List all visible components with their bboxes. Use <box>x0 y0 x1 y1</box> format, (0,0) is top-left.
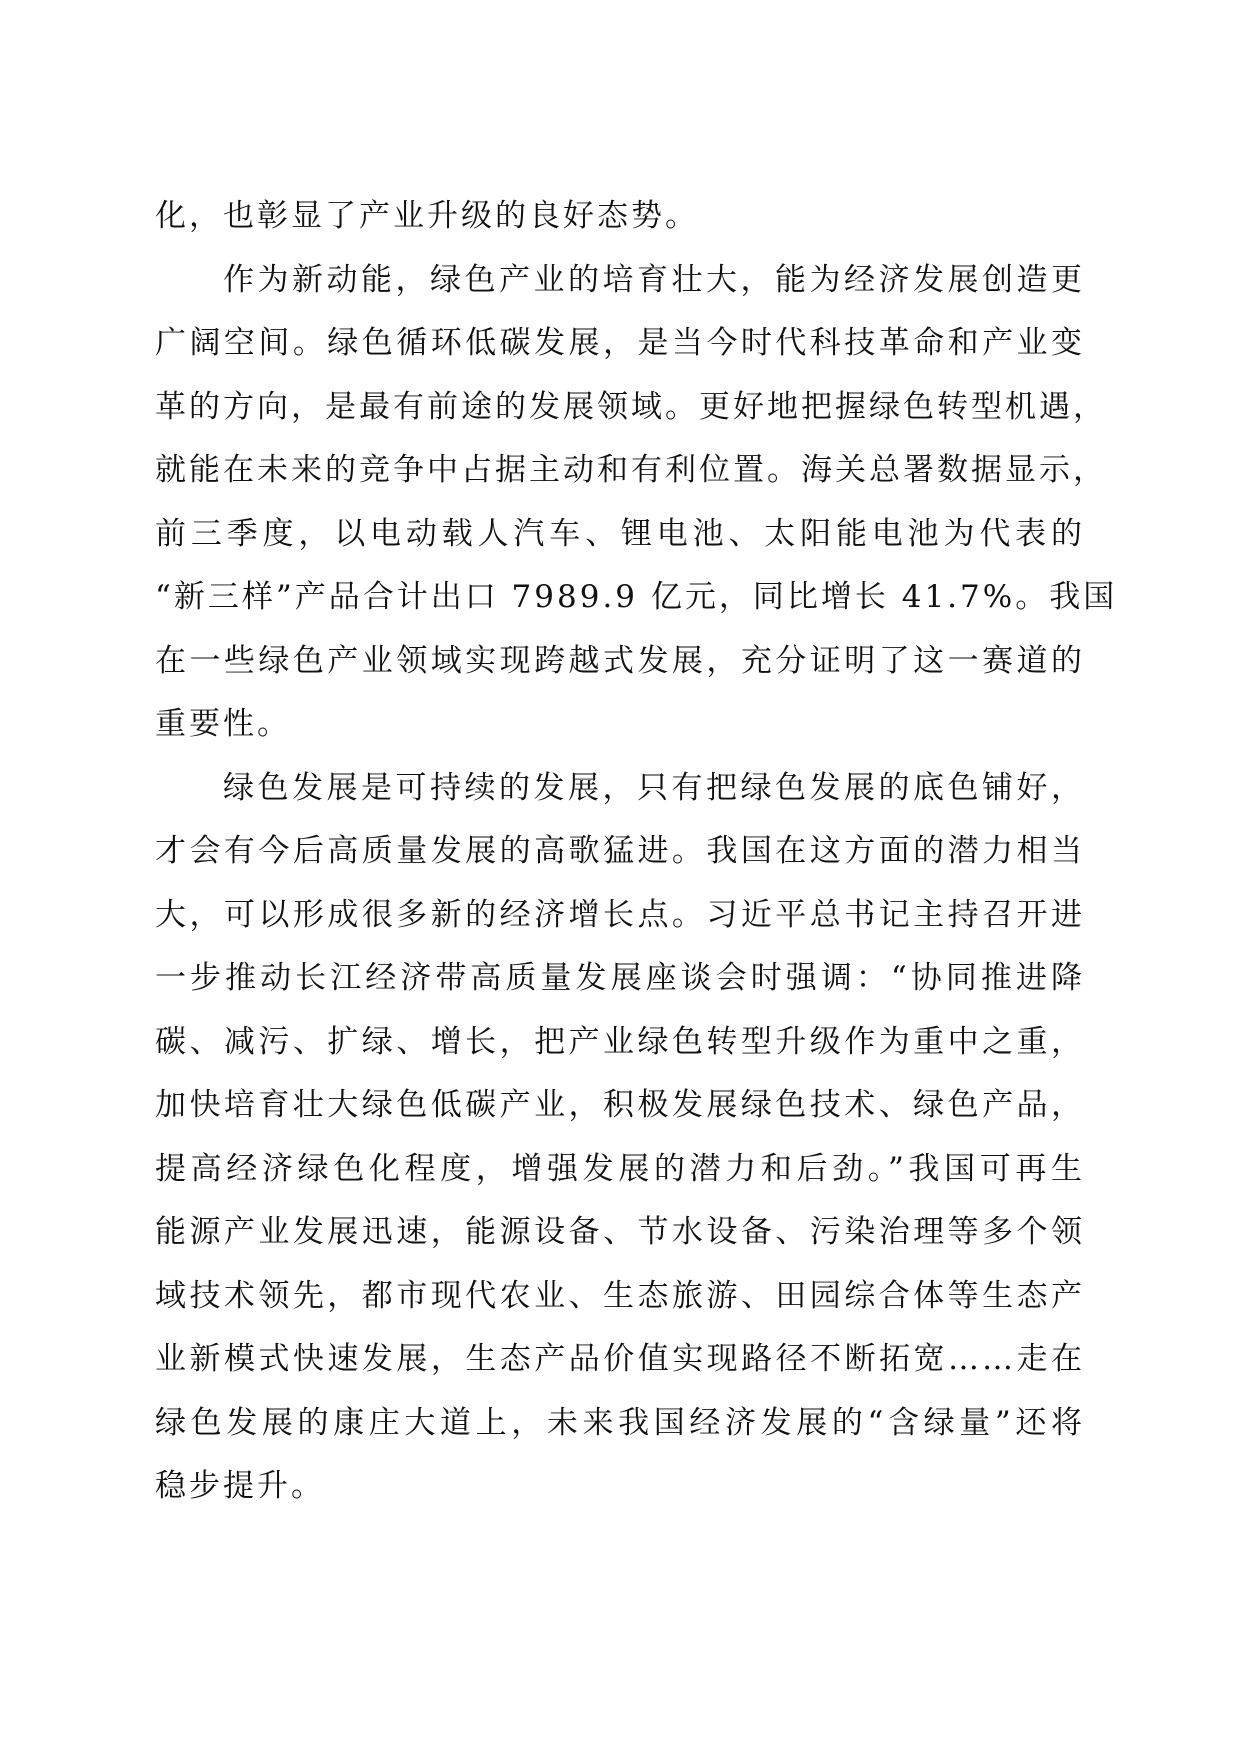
paragraph-2-line-8: 重要性。 <box>155 706 291 742</box>
paragraph-3-line-12: 稳步提升。 <box>155 1468 325 1504</box>
paragraph-3-line-4: 一步推动长江经济带高质量发展座谈会时强调：“协同推进降 <box>155 960 1085 996</box>
paragraph-3-line-8: 能源产业发展迅速，能源设备、节水设备、污染治理等多个领 <box>155 1214 1085 1250</box>
paragraph-2-line-7: 在一些绿色产业领域实现跨越式发展，充分证明了这一赛道的 <box>155 642 1085 679</box>
paragraph-3-line-10: 业新模式快速发展，生态产品价值实现路径不断拓宽……走在 <box>155 1341 1085 1377</box>
paragraph-3-line-6: 加快培育壮大绿色低碳产业，积极发展绿色技术、绿色产品， <box>155 1087 1085 1123</box>
paragraph-2-line-1: 作为新动能，绿色产业的培育壮大，能为经济发展创造更 <box>223 261 1085 298</box>
paragraph-3-line-11: 绿色发展的康庄大道上，未来我国经济发展的“含绿量”还将 <box>155 1404 1085 1441</box>
document-body <box>155 185 1118 1519</box>
paragraph-3-line-7: 提高经济绿色化程度，增强发展的潜力和后劲。”我国可再生 <box>155 1150 1085 1187</box>
paragraph-3-line-9: 域技术领先，都市现代农业、生态旅游、田园综合体等生态产 <box>155 1277 1085 1314</box>
paragraph-3-line-5: 碳、减污、扩绿、增长，把产业绿色转型升级作为重中之重， <box>155 1023 1085 1060</box>
paragraph-2-line-2: 广阔空间。绿色循环低碳发展，是当今时代科技革命和产业变 <box>155 325 1085 361</box>
paragraph-2-line-5: 前三季度，以电动载人汽车、锂电池、太阳能电池为代表的 <box>155 515 1085 552</box>
paragraph-3-line-2: 才会有今后高质量发展的高歌猛进。我国在这方面的潜力相当 <box>155 833 1085 869</box>
paragraph-3-line-1: 绿色发展是可持续的发展，只有把绿色发展的底色铺好， <box>223 769 1085 806</box>
paragraph-3-line-3: 大，可以形成很多新的经济增长点。习近平总书记主持召开进 <box>155 896 1085 933</box>
paragraph-2-line-4: 就能在未来的竞争中占据主动和有利位置。海关总署数据显示， <box>155 452 1107 488</box>
paragraph-2-line-3: 革的方向，是最有前途的发展领域。更好地把握绿色转型机遇， <box>155 388 1107 425</box>
paragraph-1-line-1: 化，也彰显了产业升级的良好态势。 <box>155 198 699 234</box>
paragraph-2-line-6: “新三样”产品合计出口 7989.9 亿元，同比增长 41.7%。我国 <box>155 579 1118 615</box>
